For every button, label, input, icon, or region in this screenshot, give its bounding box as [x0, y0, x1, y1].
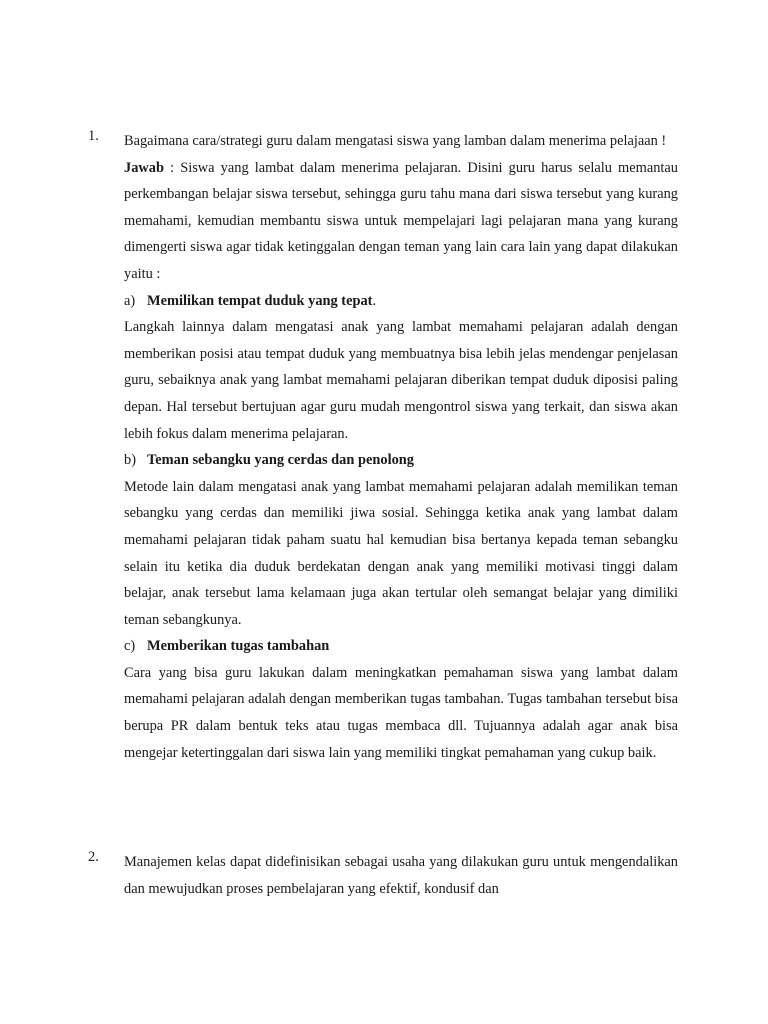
subitem-heading: Memberikan tugas tambahan: [147, 638, 330, 655]
item-number: 2.: [88, 849, 99, 865]
subitem-label: b): [124, 452, 136, 469]
subitem-a: [124, 288, 678, 448]
subitem-text: Langkah lainnya dalam mengatasi anak yang lambat memahami pelajaran adalah dengan memberikan posisi atau tempat duduk yang membuatnya bisa lebih jelas mendengar penjelasan guru, sebaiknya anak yang lambat memahami pelajaran diberikan tempat duduk diposisi paling depan. Hal tersebut bertujuan agar guru mudah mengontrol siswa yang terkait, dan siswa akan lebih fokus dalam menerima pelajaran.: [124, 319, 678, 442]
item-body: [124, 849, 678, 902]
question-text: Bagaimana cara/strategi guru dalam mengatasi siswa yang lamban dalam menerima pelajaan !: [124, 133, 667, 149]
subitem-label: c): [124, 638, 136, 655]
subitem-heading: Memilikan tempat duduk yang tepat.: [147, 292, 377, 309]
answer-paragraph: [124, 155, 678, 288]
subitem-text: Cara yang bisa guru lakukan dalam meningkatkan pemahaman siswa yang lambat dalam memahami pelajaran adalah dengan memberikan tugas tambahan. Tugas tambahan tersebut bisa berupa PR dalam bentuk teks atau tugas membaca dll. Tujuannya adalah agar anak bisa mengejar ketertinggalan dari siswa lain yang memiliki tingkat pemahaman yang cukup baik.: [124, 664, 678, 761]
subitem-b: [124, 447, 678, 633]
subitem-text: Metode lain dalam mengatasi anak yang lambat memahami pelajaran adalah memilikan teman sebangku yang cerdas dan memiliki jiwa sosial. Sehingga ketika anak yang lambat dalam memahami pelajaran tidak paham suatu hal kemudian bisa bertanya kepada teman sebangku selain itu ketika dia duduk berdekatan dengan anak yang memiliki motivasi tinggi dalam belajar, anak tersebut lama kelamaan juga akan tertular oleh semangat belajar yang dimiliki teman sebangkunya.: [124, 478, 678, 628]
subitem-c: [124, 633, 678, 766]
subitem-heading: Teman sebangku yang cerdas dan penolong: [147, 452, 414, 469]
answer-label: Jawab: [124, 159, 164, 176]
question-text: Manajemen kelas dapat didefinisikan sebagai usaha yang dilakukan guru untuk mengendalikan dan mewujudkan proses pembelajaran yang efektif, kondusif dan: [124, 854, 678, 897]
item-number: 1.: [88, 128, 99, 144]
subitem-label: a): [124, 292, 136, 309]
item-body: [124, 128, 678, 766]
answer-text: : Siswa yang lambat dalam menerima pelajaran. Disini guru harus selalu memantau perkembangan belajar siswa tersebut, sehingga guru tahu mana dari siswa tersebut yang kurang memahami, kemudian membantu siswa untuk mempelajari lagi pelajaran mana yang kurang dimengerti siswa agar tidak ketinggalan dengan teman yang lain cara lain yang dapat dilakukan yaitu :: [124, 159, 678, 282]
